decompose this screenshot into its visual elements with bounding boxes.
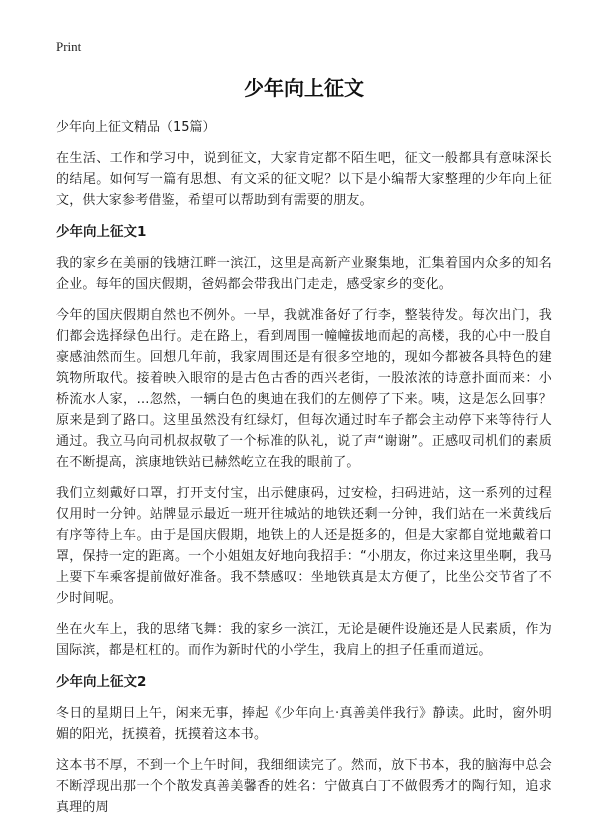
page-title: 少年向上征文: [244, 76, 364, 100]
section-paragraph: 这本书不厚，不到一个上午时间，我细细读完了。然而，放下书本，我的脑海中总会不断浮现出那一个个散发真善美馨香的姓名：宁做真白丁不做假秀才的陶行知，追求真理的周: [56, 758, 552, 815]
section-paragraph: 我们立刻戴好口罩，打开支付宝，出示健康码，过安检，扫码进站，这一系列的过程仅用时一分钟。站牌显示最近一班开往城站的地铁还剩一分钟，我们站在一米黄线后有序等待上车。由于是国庆假期，地铁上的人还是挺多的，但是大家都自觉地戴着口罩，保持一定的距离。一个小姐姐友好地向我招手：“小朋友，你过来这里坐啊，我马上要下车乘客提前做好准备。我不禁感叹：坐地铁真是太方便了，比坐公交节省了不少时间呢。: [56, 486, 552, 606]
section-heading: 少年向上征文2: [56, 674, 147, 690]
intro-paragraph: 在生活、工作和学习中，说到征文，大家肯定都不陌生吧，征文一般都具有意味深长的结尾。如何写一篇有思想、有文采的征文呢？以下是小编帮大家整理的少年向上征文，供大家参考借鉴，希望可以帮助到有需要的朋友。: [56, 151, 552, 208]
section-paragraph: 今年的国庆假期自然也不例外。一早，我就准备好了行李，整装待发。每次出门，我们都会选择绿色出行。走在路上，看到周围一幢幢拔地而起的高楼，我的心中一股自豪感油然而生。回想几年前，我家周围还是有很多空地的，现如今都被各具特色的建筑物所取代。接着映入眼帘的是古色古香的西兴老街，一股浓浓的诗意扑面而来：小桥流水人家，…忽然，一辆白色的奥迪在我们的左侧停了下来。咦，这是怎么回事？原来是到了路口。这里虽然没有红绿灯，但每次通过时车子都会主动停下来等待行人通过。我立马向司机叔叔敬了一个标准的队礼，说了声“谢谢”。正感叹司机们的素质在不断提高，滨康地铁站已赫然屹立在我的眼前了。: [56, 308, 552, 470]
document-page: [56, 38, 552, 828]
document-subtitle: 少年向上征文精品（15篇）: [56, 120, 216, 135]
section-heading: 少年向上征文1: [56, 224, 147, 240]
section-paragraph: 坐在火车上，我的思绪飞舞：我的家乡一滨江，无论是硬件设施还是人民素质，作为国际滨，都是杠杠的。而作为新时代的小学生，我肩上的担子任重而道远。: [56, 622, 552, 658]
print-label[interactable]: Print: [56, 39, 82, 54]
section-paragraph: 我的家乡在美丽的钱塘江畔一滨江，这里是高新产业聚集地，汇集着国内众多的知名企业。每年的国庆假期，爸妈都会带我出门走走，感受家乡的变化。: [56, 256, 552, 292]
section-paragraph: 冬日的星期日上午，闲来无事，捧起《少年向上·真善美伴我行》静读。此时，窗外明媚的阳光，抚摸着，抚摸着这本书。: [56, 706, 552, 742]
